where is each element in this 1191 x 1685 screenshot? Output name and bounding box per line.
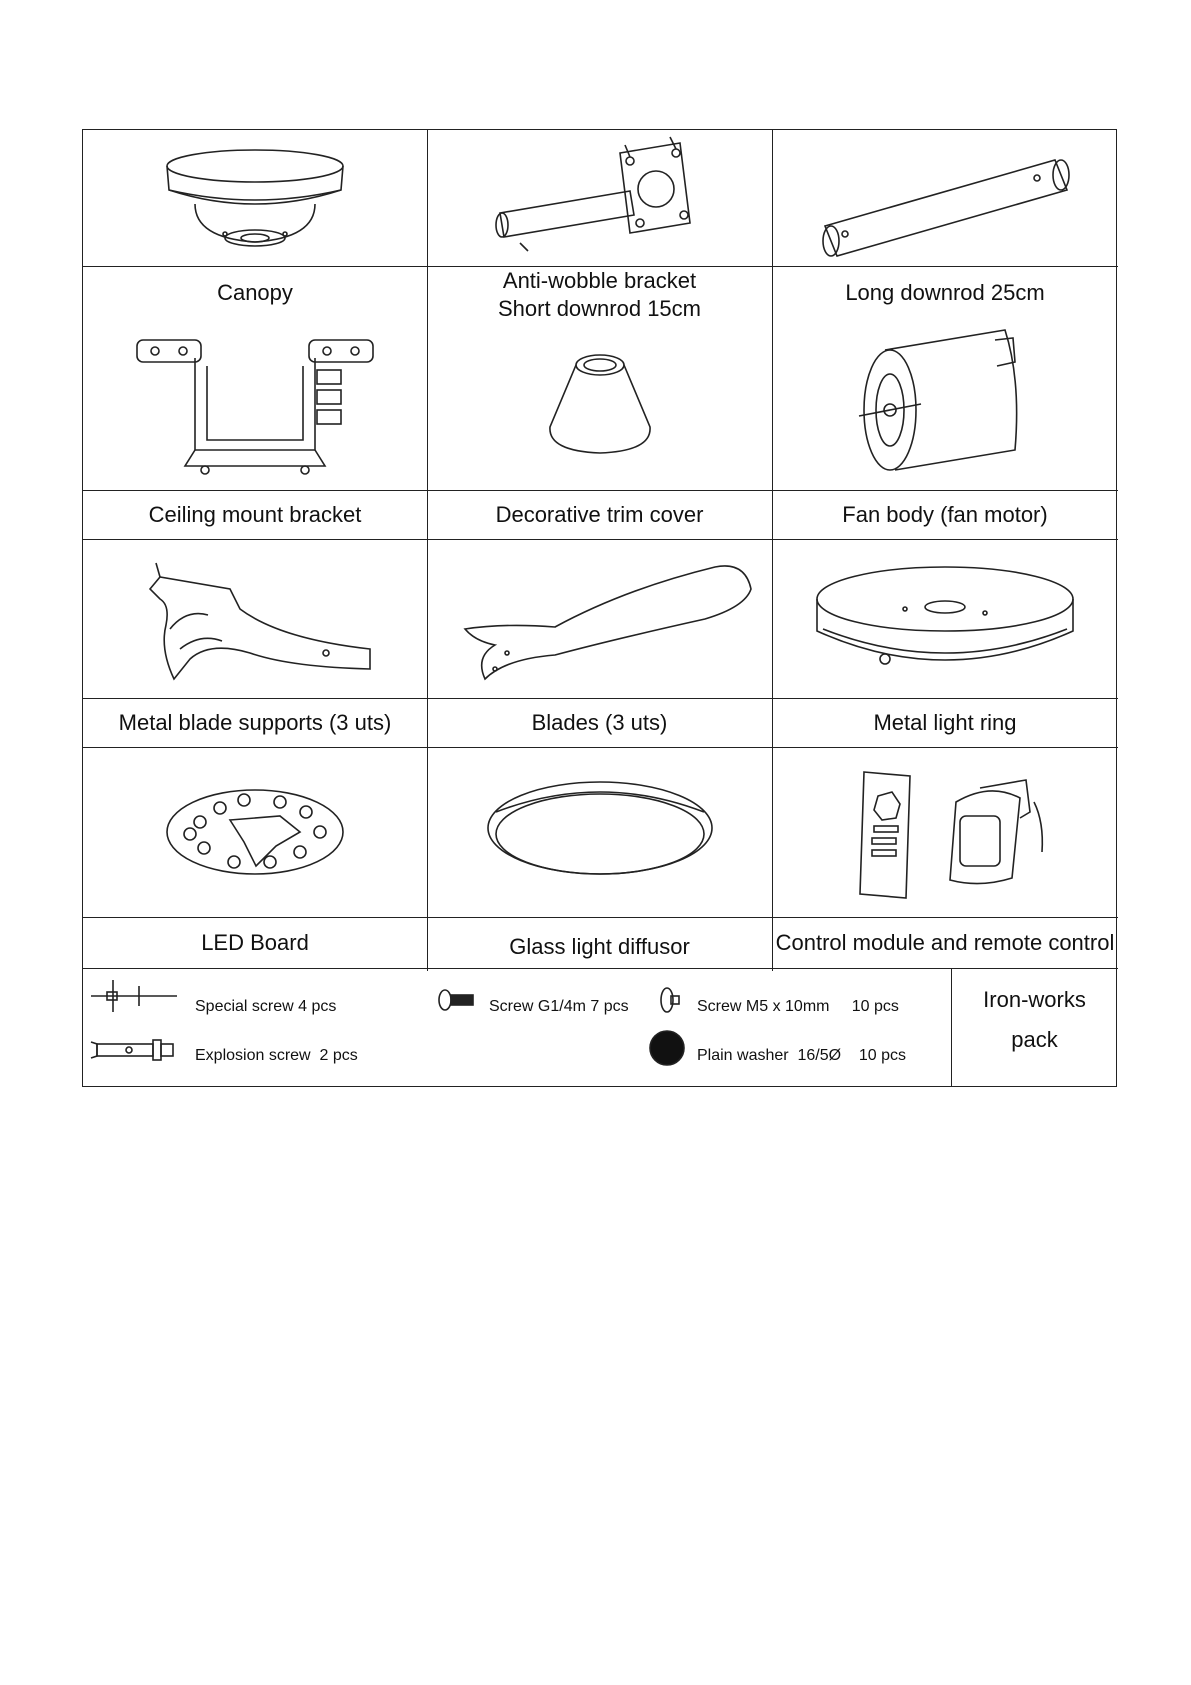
screw-m5-label: Screw M5 x 10mm 10 pcs (697, 998, 899, 1015)
glass-diffusor-label: Glass light diffusor (509, 933, 690, 959)
glass-diffusor-illustration (427, 747, 772, 917)
ceiling-mount-bracket-illustration (83, 320, 427, 490)
long-downrod-illustration (772, 130, 1118, 266)
anti-wobble-bracket-illustration (427, 130, 772, 266)
anti-wobble-bracket-label: Anti-wobble bracket Short downrod 15cm (498, 268, 701, 321)
explosion-screw-label: Explosion screw 2 pcs (195, 1047, 358, 1064)
led-board-label: LED Board (201, 929, 309, 955)
plain-washer-label: Plain washer 16/5Ø 10 pcs (697, 1047, 906, 1064)
special-screw-label: Special screw 4 pcs (195, 998, 337, 1015)
long-downrod-label: Long downrod 25cm (845, 280, 1045, 305)
blade-illustration (427, 539, 772, 698)
fan-motor-label: Fan body (fan motor) (842, 501, 1048, 527)
screw-g-label: Screw G1/4m 7 pcs (489, 998, 629, 1015)
metal-blade-supports-label: Metal blade supports (3 uts) (118, 709, 392, 735)
fan-motor-illustration (772, 320, 1118, 490)
screw-g-icon (437, 988, 477, 1017)
pack-line-1: Iron-works (983, 987, 1086, 1012)
decorative-trim-cover-label: Decorative trim cover (495, 501, 704, 527)
parts-table (82, 129, 1117, 1087)
canopy-illustration (83, 130, 427, 266)
metal-light-ring-illustration (772, 539, 1118, 698)
pack-line-2: pack (1011, 1027, 1058, 1052)
led-board-illustration (83, 747, 427, 917)
special-screw-icon (89, 978, 179, 1019)
blades-label: Blades (3 uts) (531, 709, 668, 735)
explosion-screw-icon (89, 1034, 179, 1071)
decorative-trim-cover-illustration (427, 324, 772, 490)
plain-washer-icon (649, 1030, 685, 1071)
control-module-label: Control module and remote control (775, 929, 1115, 955)
canopy-label: Canopy (217, 280, 293, 305)
screw-m5-icon (657, 986, 681, 1019)
iron-works-pack-title (951, 980, 1118, 1060)
control-module-remote-illustration (772, 747, 1118, 917)
ceiling-mount-bracket-label: Ceiling mount bracket (148, 501, 362, 527)
metal-light-ring-label: Metal light ring (873, 709, 1017, 735)
metal-blade-supports-illustration (83, 539, 427, 698)
